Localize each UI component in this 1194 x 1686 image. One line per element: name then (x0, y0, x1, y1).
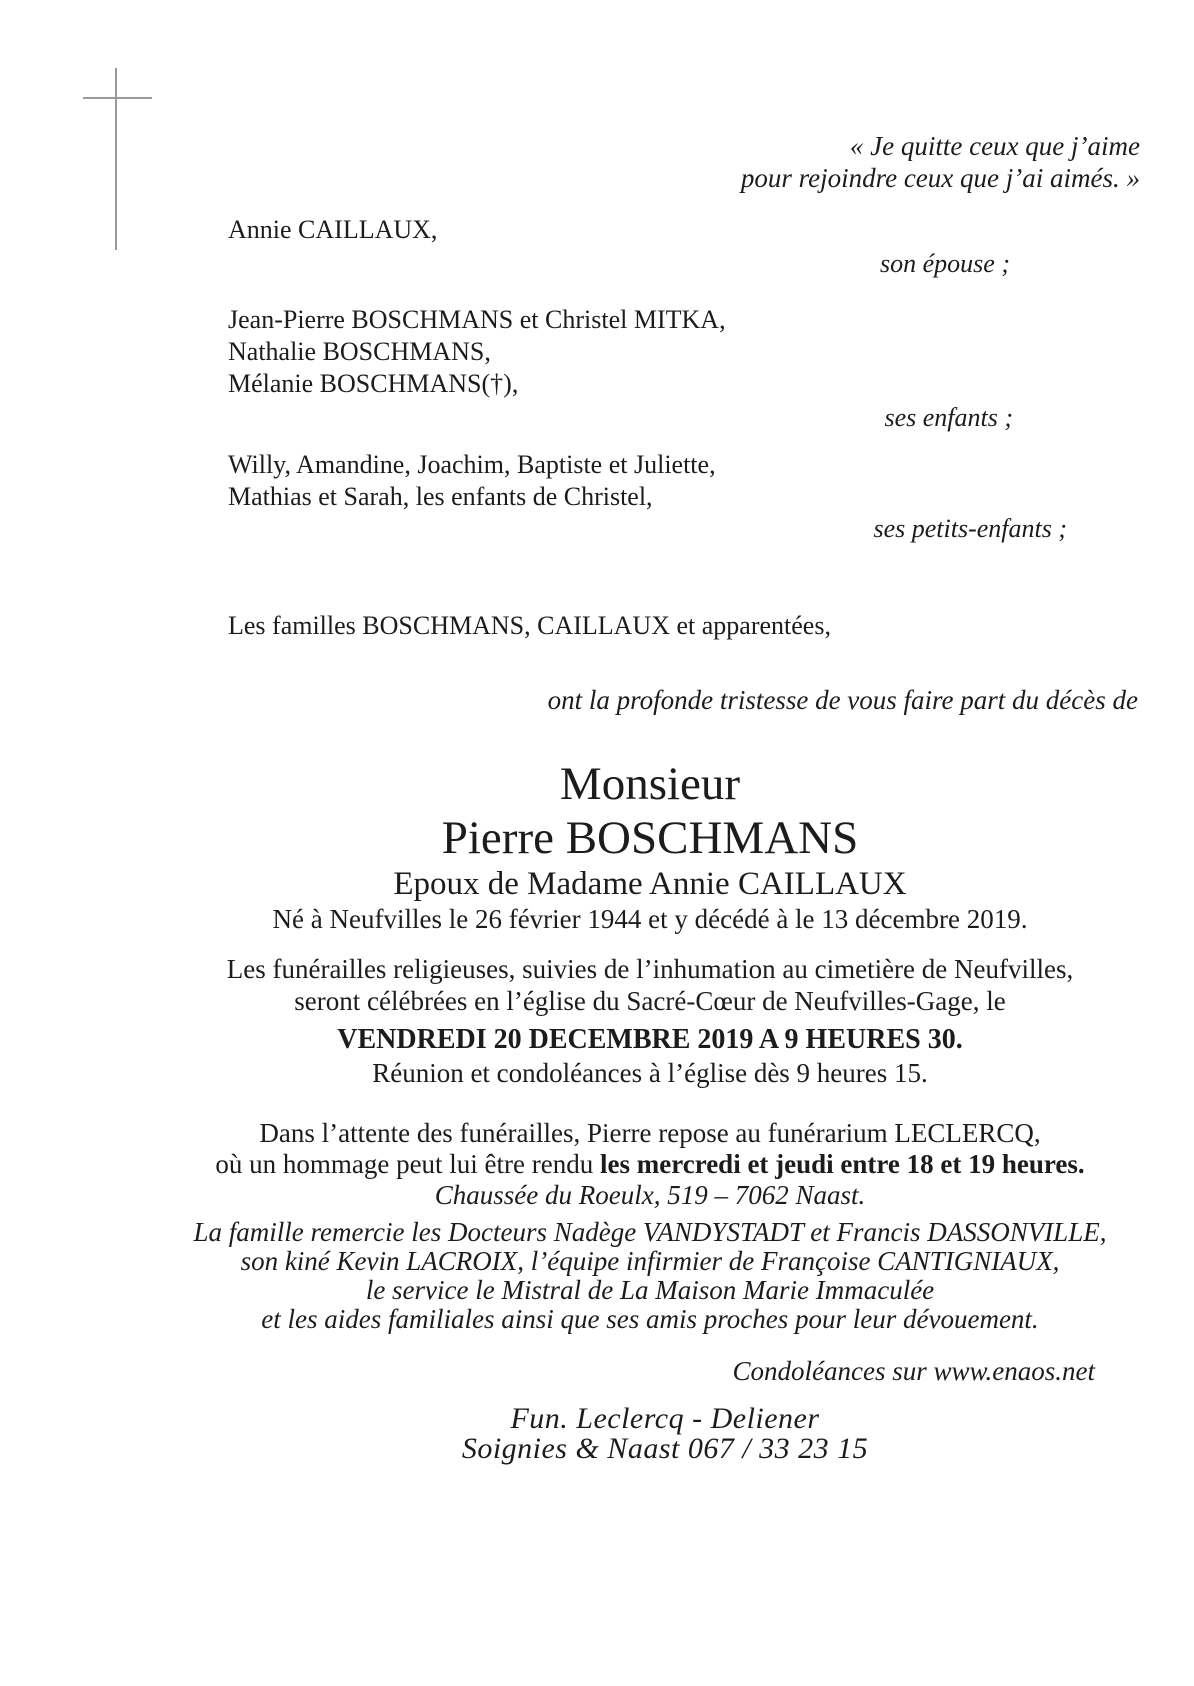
relation-label-grandchildren: ses petits-enfants ; (873, 514, 1067, 543)
deceased-name: Pierre BOSCHMANS (441, 812, 859, 864)
funeral-home-block (175, 1404, 1155, 1464)
thanks-line: La famille remercie les Docteurs Nadège VANDYSTADT et Francis DASSONVILLE, (193, 1217, 1107, 1247)
relation-label-children: ses enfants ; (884, 403, 1013, 432)
mourner-name: Jean-Pierre BOSCHMANS et Christel MITKA, (228, 305, 726, 334)
funeral-date-line: VENDREDI 20 DECEMBRE 2019 A 9 HEURES 30. (337, 1024, 963, 1055)
mourner-name: Nathalie BOSCHMANS, (228, 337, 491, 366)
thanks-line: et les aides familiales ainsi que ses amis proches pour leur dévouement. (261, 1304, 1039, 1334)
mourner-grandchildren-names (160, 449, 1140, 513)
visitation-line2-regular: où un hommage peut lui être rendu (215, 1149, 600, 1179)
mourner-children-names (160, 304, 1140, 400)
epitaph-quote-line2: pour rejoindre ceux que j’ai aimés. » (740, 163, 1140, 193)
announcement-intro: ont la profonde tristesse de vous faire part du décès de (547, 685, 1138, 715)
funeral-home-name: Fun. Leclercq - Deliener (510, 1402, 820, 1435)
visitation-address: Chaussée du Roeulx, 519 – 7062 Naast. (434, 1180, 866, 1210)
mourner-name: Mathias et Sarah, les enfants de Christel, (228, 482, 653, 511)
funeral-line1: Les funérailles religieuses, suivies de l’inhumation au cimetière de Neufvilles, (226, 954, 1074, 984)
mourner-name: Mélanie BOSCHMANS(†), (228, 369, 519, 398)
mourner-spouse-names (160, 214, 1140, 246)
thanks-line: son kiné Kevin LACROIX, l’équipe infirmier de Françoise CANTIGNIAUX, (240, 1246, 1060, 1276)
deceased-spouse-line: Epoux de Madame Annie CAILLAUX (393, 866, 907, 902)
visitation-block (160, 1118, 1140, 1211)
funeral-service-block (160, 953, 1140, 1017)
deceased-life-dates: Né à Neufvilles le 26 février 1944 et y décédé à le 13 décembre 2019. (272, 904, 1028, 934)
cross-horizontal-bar (83, 97, 152, 99)
epitaph-quote (160, 130, 1140, 194)
mourner-name: Annie CAILLAUX, (228, 215, 438, 244)
relation-label-spouse: son épouse ; (880, 249, 1010, 278)
announcement-content (160, 0, 1140, 1464)
visitation-hours: les mercredi et jeudi entre 18 et 19 heures. (600, 1149, 1085, 1179)
condolences-line: Condoléances sur www.enaos.net (732, 1356, 1095, 1386)
epitaph-quote-line1: « Je quitte ceux que j’aime (849, 131, 1140, 161)
funeral-gathering-line: Réunion et condoléances à l’église dès 9 heures 15. (372, 1058, 928, 1088)
families-line: Les familles BOSCHMANS, CAILLAUX et apparentées, (228, 611, 831, 640)
deceased-honorific: Monsieur (559, 758, 741, 810)
thanks-line: le service le Mistral de La Maison Marie Immaculée (365, 1275, 935, 1305)
visitation-line2 (160, 1149, 1140, 1180)
mourner-name: Willy, Amandine, Joachim, Baptiste et Juliette, (228, 450, 716, 479)
deceased-block (160, 757, 1140, 935)
funeral-home-contact: Soignies & Naast 067 / 33 23 15 (461, 1432, 869, 1465)
funeral-line2: seront célébrées en l’église du Sacré-Cœur de Neufvilles-Gage, le (294, 986, 1006, 1016)
visitation-line1: Dans l’attente des funérailles, Pierre repose au funérarium LECLERCQ, (259, 1118, 1041, 1148)
cross-vertical-bar (115, 68, 117, 250)
family-thanks-block (160, 1218, 1140, 1334)
